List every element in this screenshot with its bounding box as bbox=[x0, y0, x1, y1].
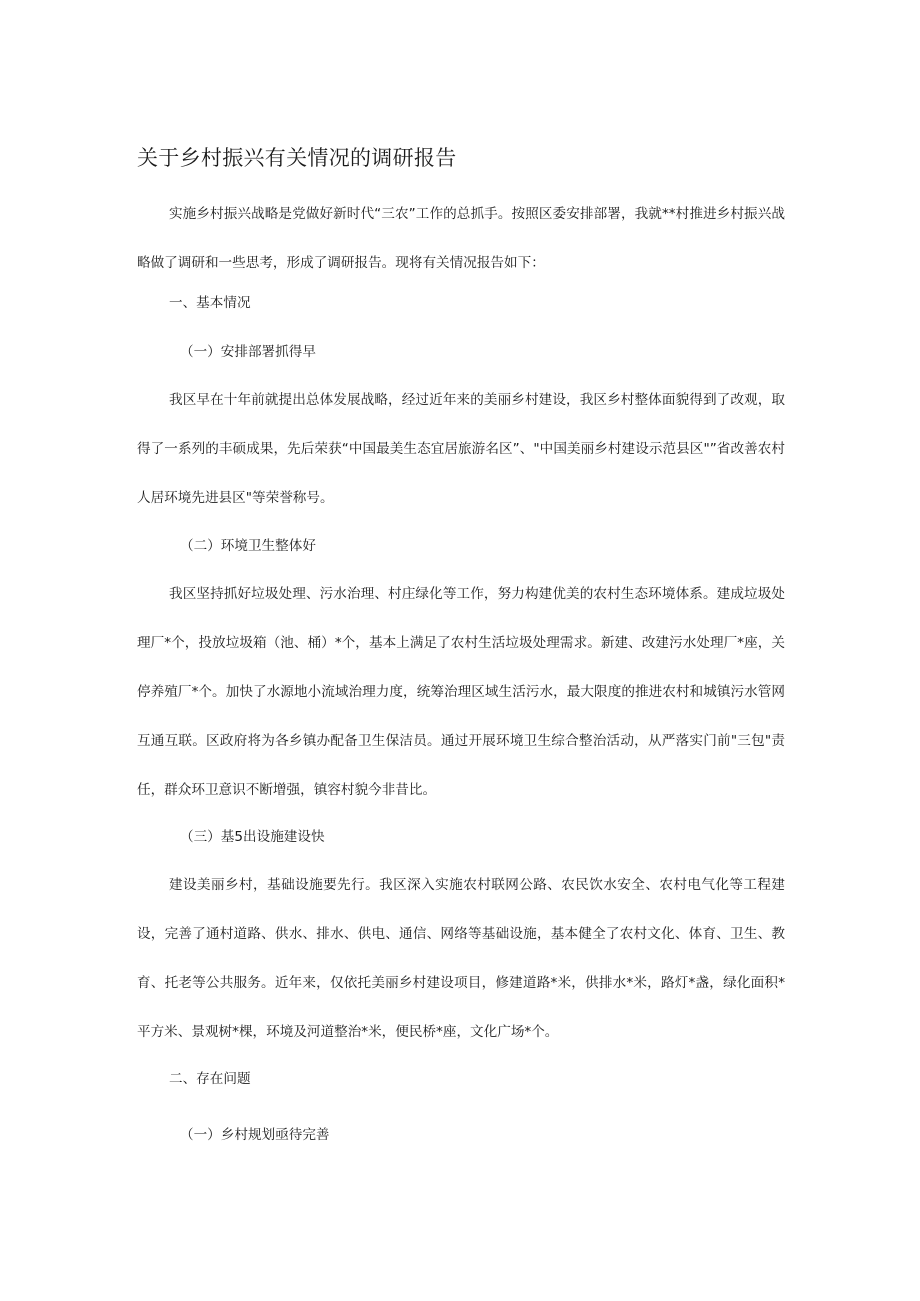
subsection-heading-rural-planning: （一）乡村规划亟待完善 bbox=[180, 1127, 330, 1143]
subsection-heading-deployment: （一）安排部署抓得早 bbox=[180, 344, 316, 360]
section-heading-existing-problems: 二、存在问题 bbox=[169, 1071, 251, 1087]
section-heading-basic-situation: 一、基本情况 bbox=[169, 295, 251, 311]
deployment-paragraph: 我区早在十年前就提出总体发展战略，经过近年来的美丽乡村建设，我区乡村整体面貌得到了改观，取得了一系列的丰硕成果，先后荣获“中国最美生态宜居旅游名区”、"中国美丽乡村建设示范县区"”省改善农村人居环境先进县区"等荣誉称号。 bbox=[137, 392, 785, 506]
intro-paragraph: 实施乡村振兴战略是党做好新时代“三农”工作的总抓手。按照区委安排部署，我就**村推进乡村振兴战略做了调研和一些思考，形成了调研报告。现将有关情况报告如下： bbox=[137, 206, 785, 271]
subsection-heading-sanitation: （二）环境卫生整体好 bbox=[180, 538, 316, 554]
subsection-heading-infrastructure: （三）基5出设施建设快 bbox=[180, 829, 325, 845]
sanitation-paragraph: 我区坚持抓好垃圾处理、污水治理、村庄绿化等工作，努力构建优美的农村生态环境体系。建成垃圾处理厂*个，投放垃圾箱（池、桶）*个，基本上满足了农村生活垃圾处理需求。新建、改建污水处理厂*座，关停养殖厂*个。加快了水源地小流域治理力度，统筹治理区域生活污水，最大限度的推进农村和城镇污水管网互通互联。区政府将为各乡镇办配备卫生保洁员。通过开展环境卫生综合整治活动，从严落实门前"三包"责任，群众环卫意识不断增强，镇容村貌今非昔比。 bbox=[137, 586, 785, 798]
document-title: 关于乡村振兴有关情况的调研报告 bbox=[137, 146, 457, 170]
infrastructure-paragraph: 建设美丽乡村，基础设施要先行。我区深入实施农村联网公路、农民饮水安全、农村电气化等工程建设，完善了通村道路、供水、排水、供电、通信、网络等基础设施，基本健全了农村文化、体育、卫生、教育、托老等公共服务。近年来，仅依托美丽乡村建设项目，修建道路*米，供排水*米，路灯*盏，绿化面积*平方米、景观树*棵，环境及河道整治*米，便民桥*座，文化广场*个。 bbox=[137, 877, 785, 1040]
